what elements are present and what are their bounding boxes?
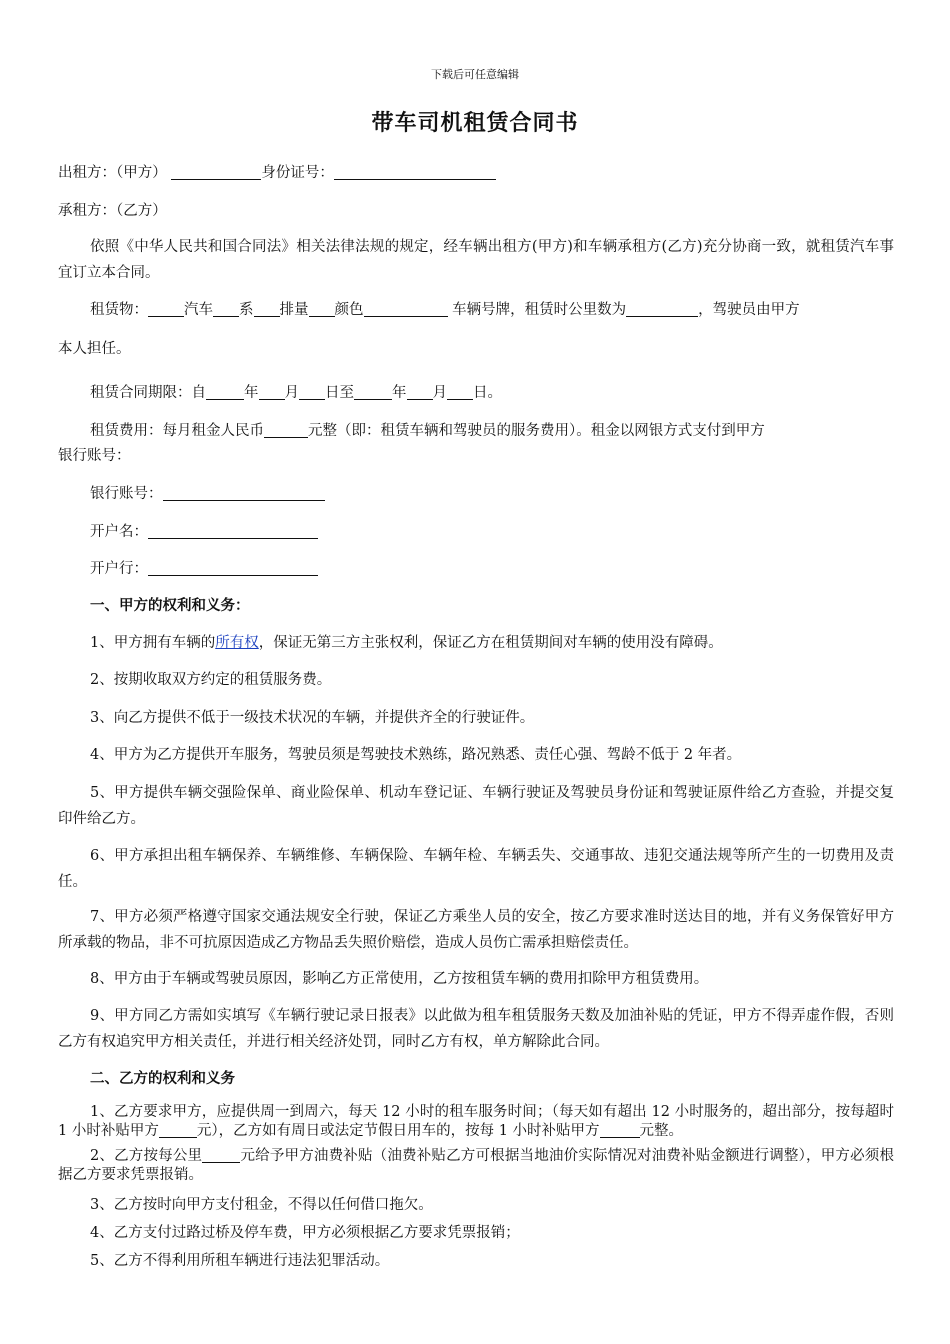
account-name-line	[58, 519, 894, 545]
fee-label: 租赁费用：每月租金人民币	[90, 423, 264, 439]
fee-line-2: 银行账号：	[58, 448, 131, 464]
month-text-2: 月	[432, 385, 447, 401]
rental-item-line	[58, 297, 894, 323]
brand-blank[interactable]	[148, 299, 184, 317]
bank-account-line	[58, 481, 894, 507]
section2-item5: 5、乙方不得利用所租车辆进行违法犯罪活动。	[90, 1253, 390, 1269]
item2-text-b: 元给予甲方油费补贴（油费补贴乙方可根据当地油价实际情况对油费补贴金额进行调整），甲方必须根据乙方要求凭票报销。	[58, 1148, 894, 1183]
start-year-blank[interactable]	[206, 382, 244, 400]
fee-text: 元整（即：租赁车辆和驾驶员的服务费用）。租金以网银方式支付到甲方	[308, 423, 765, 439]
bank-branch-line	[58, 556, 894, 582]
start-day-blank[interactable]	[299, 382, 325, 400]
bank-account-label: 银行账号：	[90, 486, 163, 502]
section1-item1	[58, 630, 894, 656]
month-text: 月	[284, 385, 299, 401]
section2-heading: 二、乙方的权利和义务	[90, 1070, 235, 1087]
section1-heading: 一、甲方的权利和义务：	[90, 597, 250, 614]
section2-item1	[58, 1103, 894, 1141]
section1-item2: 2、按期收取双方约定的租赁服务费。	[90, 672, 332, 688]
series-blank[interactable]	[213, 299, 239, 317]
section2-item2	[58, 1147, 894, 1185]
party-a-line	[58, 160, 894, 186]
fuel-rate-blank[interactable]	[202, 1148, 240, 1163]
end-year-blank[interactable]	[354, 382, 392, 400]
item1-text-a: 1、乙方要求甲方，应提供周一到周六，每天 12 小时的租车服务时间；（每天如有超出 12 小时服务的，超出部分，按每超时 1 小时补贴甲方	[58, 1104, 894, 1139]
car-text: 汽车	[184, 302, 213, 318]
mileage-blank[interactable]	[626, 299, 698, 317]
year-text-2: 年	[392, 385, 407, 401]
bank-account-blank[interactable]	[163, 483, 325, 501]
holiday-rate-blank[interactable]	[600, 1123, 640, 1138]
bank-branch-blank[interactable]	[148, 558, 318, 576]
displacement-blank[interactable]	[254, 299, 280, 317]
end-month-blank[interactable]	[407, 382, 433, 400]
section1-item3: 3、向乙方提供不低于一级技术状况的车辆，并提供齐全的行驶证件。	[90, 710, 535, 726]
section1-item7: 7、甲方必须严格遵守国家交通法规安全行驶，保证乙方乘坐人员的安全，按乙方要求准时送达目的地，并有义务保管好甲方所承载的物品，非不可抗原因造成乙方物品丢失照价赔偿，造成人员伤亡需承担赔偿责任。	[58, 909, 894, 951]
series-text: 系	[239, 302, 254, 318]
end-day-blank[interactable]	[447, 382, 473, 400]
color-blank[interactable]	[309, 299, 335, 317]
day-to-text: 日至	[325, 385, 354, 401]
section1-item5: 5、甲方提供车辆交强险保单、商业险保单、机动车登记证、车辆行驶证及驾驶员身份证和驾驶证原件给乙方查验，并提交复印件给乙方。	[58, 785, 894, 827]
ownership-link[interactable]: 所有权	[215, 635, 259, 651]
item1-text-end: ，保证无第三方主张权利，保证乙方在租赁期间对车辆的使用没有障碍。	[258, 635, 723, 651]
header-note: 下载后可任意编辑	[431, 68, 519, 81]
item1-text-b: 元），乙方如有周日或法定节假日用车的，按每 1 小时补贴甲方	[196, 1123, 600, 1139]
plate-blank[interactable]	[364, 299, 448, 317]
section1-item9: 9、甲方同乙方需如实填写《车辆行驶记录日报表》以此做为租车租赁服务天数及加油补贴的凭证，甲方不得弄虚作假，否则乙方有权追究甲方相关责任，并进行相关经济处罚，同时乙方有权，单方解除此合同。	[58, 1008, 894, 1050]
party-b-line: 承租方：（乙方）	[58, 203, 167, 219]
fee-line	[58, 418, 894, 444]
section1-item6: 6、甲方承担出租车辆保养、车辆维修、车辆保险、车辆年检、车辆丢失、交通事故、违犯交通法规等所产生的一切费用及责任。	[58, 848, 894, 890]
overtime-rate-blank[interactable]	[159, 1123, 197, 1138]
section2-item3: 3、乙方按时向甲方支付租金，不得以任何借口拖欠。	[90, 1197, 433, 1213]
displacement-text: 排量	[279, 302, 309, 318]
driver-text: ，驾驶员由甲方	[698, 302, 800, 318]
account-name-blank[interactable]	[148, 521, 318, 539]
start-month-blank[interactable]	[259, 382, 285, 400]
item1-text-c: 元整。	[639, 1123, 684, 1139]
party-a-label: 出租方：（甲方）	[58, 165, 167, 181]
term-label: 租赁合同期限：自	[90, 385, 206, 401]
plate-text: 车辆号牌，租赁时公里数为	[447, 302, 627, 318]
rental-item-label: 租赁物：	[90, 302, 148, 318]
id-number-label: 身份证号：	[261, 165, 334, 181]
section1-item8: 8、甲方由于车辆或驾驶员原因，影响乙方正常使用，乙方按租赁车辆的费用扣除甲方租赁费用。	[90, 971, 709, 987]
day-end-text: 日。	[473, 385, 502, 401]
item2-text-a: 2、乙方按每公里	[90, 1148, 203, 1164]
intro-paragraph: 依照《中华人民共和国合同法》相关法律法规的规定，经车辆出租方(甲方)和车辆承租方(乙方)充分协商一致，就租赁汽车事宜订立本合同。	[58, 239, 894, 281]
section2-item4: 4、乙方支付过路过桥及停车费，甲方必须根据乙方要求凭票报销；	[90, 1225, 520, 1241]
color-text: 颜色	[334, 302, 364, 318]
bank-branch-label: 开户行：	[90, 561, 148, 577]
section1-item4: 4、甲方为乙方提供开车服务，驾驶员须是驾驶技术熟练，路况熟悉、责任心强、驾龄不低于 2 年者。	[90, 747, 742, 763]
rental-item-line-2: 本人担任。	[58, 341, 131, 357]
rent-amount-blank[interactable]	[264, 420, 308, 438]
party-a-blank[interactable]	[171, 162, 261, 180]
document-title: 带车司机租赁合同书	[371, 110, 579, 136]
term-line	[58, 380, 894, 406]
year-text: 年	[244, 385, 259, 401]
item1-text: 1、甲方拥有车辆的	[90, 635, 216, 651]
id-number-blank[interactable]	[334, 162, 496, 180]
account-name-label: 开户名：	[90, 524, 148, 540]
